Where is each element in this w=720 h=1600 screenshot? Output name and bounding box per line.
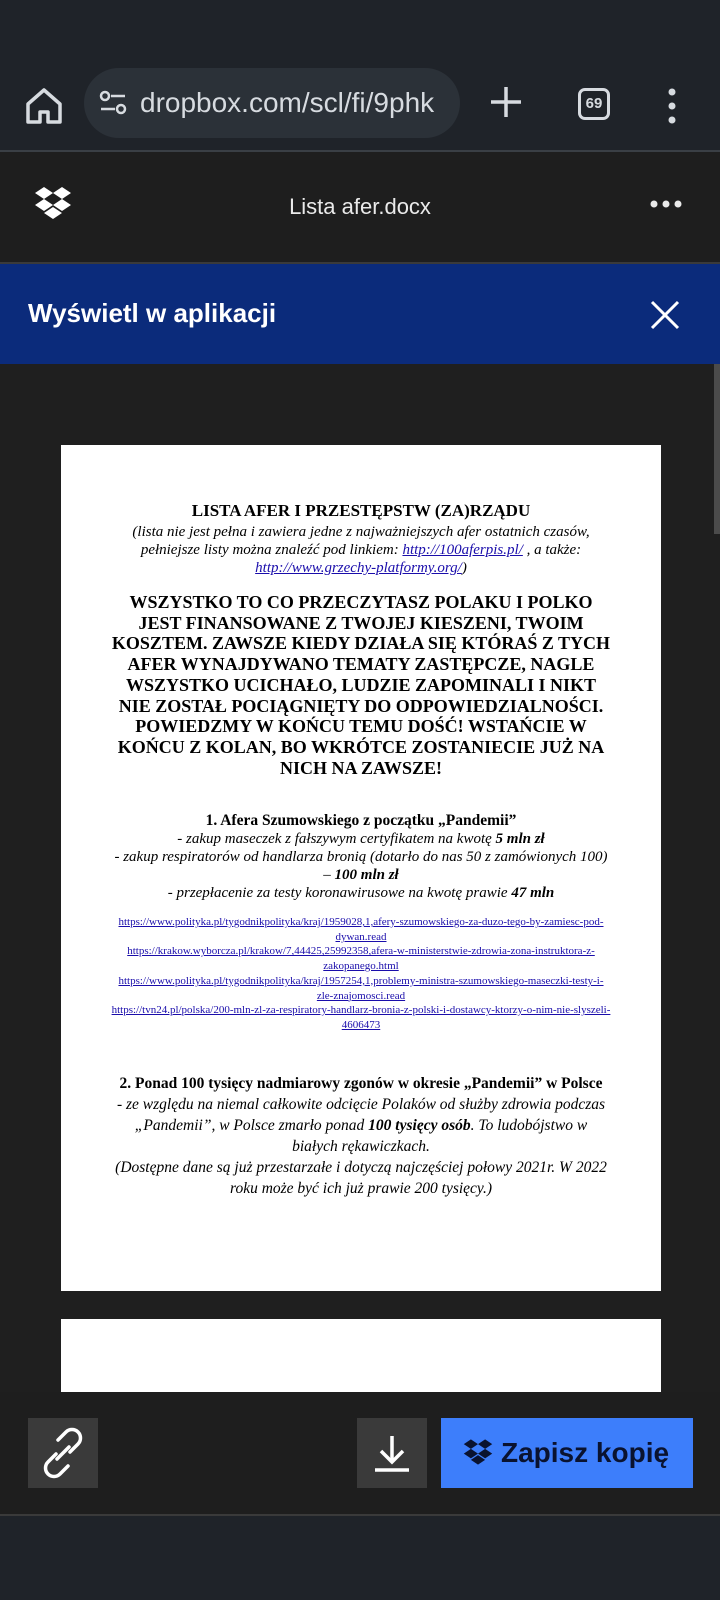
section-1-title: 1. Afera Szumowskiego z początku „Pandemii” xyxy=(205,812,517,829)
document-page xyxy=(61,445,661,1291)
section-1-item: - zakup maseczek z fałszywym certyfikatem na kwotę 5 mln zł xyxy=(177,831,545,847)
copy-link-button[interactable] xyxy=(28,1418,98,1488)
dropbox-logo-icon xyxy=(463,1438,493,1466)
section-2 xyxy=(111,1073,611,1199)
download-button[interactable] xyxy=(357,1418,427,1488)
document-heading: LISTA AFER I PRZESTĘPSTW (ZA)RZĄDU xyxy=(191,501,531,520)
document-viewer[interactable] xyxy=(0,364,720,1392)
url-text[interactable]: dropbox.com/scl/fi/9phk xyxy=(140,87,435,118)
save-copy-label[interactable]: Zapisz kopię xyxy=(501,1437,670,1468)
more-icon[interactable] xyxy=(648,196,684,212)
section-2-item: - ze względu na niemal całkowite odcięcie Polaków od służby zdrowia podczas „Pandemii”, w Polsce zmarło ponad 100 tysięcy osób. To ludobójstwo w białych rękawiczkach. xyxy=(116,1096,606,1155)
close-icon[interactable] xyxy=(648,298,682,332)
open-in-app-banner[interactable] xyxy=(0,264,720,364)
plus-icon[interactable] xyxy=(486,82,526,122)
document-intro: (lista nie jest pełna i zawiera jedne z najważniejszych afer ostatnich czasów, pełniejsze listy można znaleźć pod linkiem: http://100aferpis.pl/ , a także: http://www.grzechy-platformy.org/) xyxy=(132,524,590,576)
section-1-links xyxy=(111,915,611,1033)
scrollbar[interactable] xyxy=(714,364,720,534)
section-1 xyxy=(111,812,611,902)
tab-switcher-button[interactable]: 69 xyxy=(578,88,610,120)
source-link[interactable]: https://www.polityka.pl/tygodnikpolityka/kraj/1957254,1,problemy-ministra-szumowskiego-maseczki-testy-i-zle-znajomosci.read xyxy=(118,974,604,1002)
bottom-action-bar xyxy=(0,1392,720,1516)
kebab-icon[interactable] xyxy=(664,84,680,128)
section-2-title: 2. Ponad 100 tysięcy nadmiarowy zgonów w okresie „Pandemii” w Polsce xyxy=(119,1075,603,1092)
app-header xyxy=(0,152,720,264)
file-title: Lista afer.docx xyxy=(289,194,431,219)
home-icon[interactable] xyxy=(22,84,66,128)
warning-paragraph: WSZYSTKO TO CO PRZECZYTASZ POLAKU I POLKO JEST FINANSOWANE Z TWOJEJ KIESZENI, TWOIM KOSZTEM. ZAWSZE KIEDY DZIAŁA SIĘ KTÓRAŚ Z TYCH AFER WYNAJDYWANO TEMATY ZASTĘPCZE, NAGLE WSZYSTKO UCICHAŁO, LUDZIE ZAPOMINALI I NIKT NIE ZOSTAŁ POCIĄGNIĘTY DO ODPOWIEDZIALNOŚCI. POWIEDZMY W KOŃCU TEMU DOŚĆ! WSTAŃCIE W KOŃCU Z KOLAN, BO WKRÓTCE ZOSTANIECIE JUŻ NA NICH NA ZAWSZE! xyxy=(111,592,611,778)
source-link[interactable]: https://tvn24.pl/polska/200-mln-zl-za-respiratory-handlarz-bronia-z-polski-i-dostawcy-ktorzy-o-nim-nie-slyszeli-4606473 xyxy=(111,1004,611,1031)
site-settings-icon[interactable] xyxy=(98,88,128,118)
system-nav-bar xyxy=(0,1516,720,1600)
source-link[interactable]: https://krakow.wyborcza.pl/krakow/7,44425,25992358,afera-w-ministerstwie-zdrowia-zona-instruktora-z-zakopanego.html xyxy=(127,945,595,973)
save-copy-button[interactable] xyxy=(441,1418,693,1488)
section-1-item: - zakup respiratorów od handlarza bronią (dotarło do nas 50 z zamówionych 100) – 100 mln zł xyxy=(114,849,608,883)
document-page-2 xyxy=(61,1319,661,1392)
open-in-app-label[interactable]: Wyświetl w aplikacji xyxy=(28,298,277,328)
status-bar xyxy=(0,0,720,62)
download-icon xyxy=(357,1418,427,1488)
browser-toolbar xyxy=(0,62,720,152)
section-2-note: (Dostępne dane są już przestarzałe i dotyczą najczęściej połowy 2021r. W 2022 roku może być ich już prawie 200 tysięcy.) xyxy=(115,1159,607,1197)
link-icon xyxy=(28,1418,98,1488)
intro-link-2[interactable]: http://www.grzechy-platformy.org/ xyxy=(255,560,462,576)
source-link[interactable]: https://www.polityka.pl/tygodnikpolityka/kraj/1959028,1,afery-szumowskiego-za-duzo-tego-by-zamiesc-pod-dywan.read xyxy=(118,916,604,943)
section-1-item: - przepłacenie za testy koronawirusowe na kwotę prawie 47 mln xyxy=(167,885,555,901)
intro-link-1[interactable]: http://100aferpis.pl/ xyxy=(402,542,523,558)
address-bar[interactable] xyxy=(84,68,460,138)
